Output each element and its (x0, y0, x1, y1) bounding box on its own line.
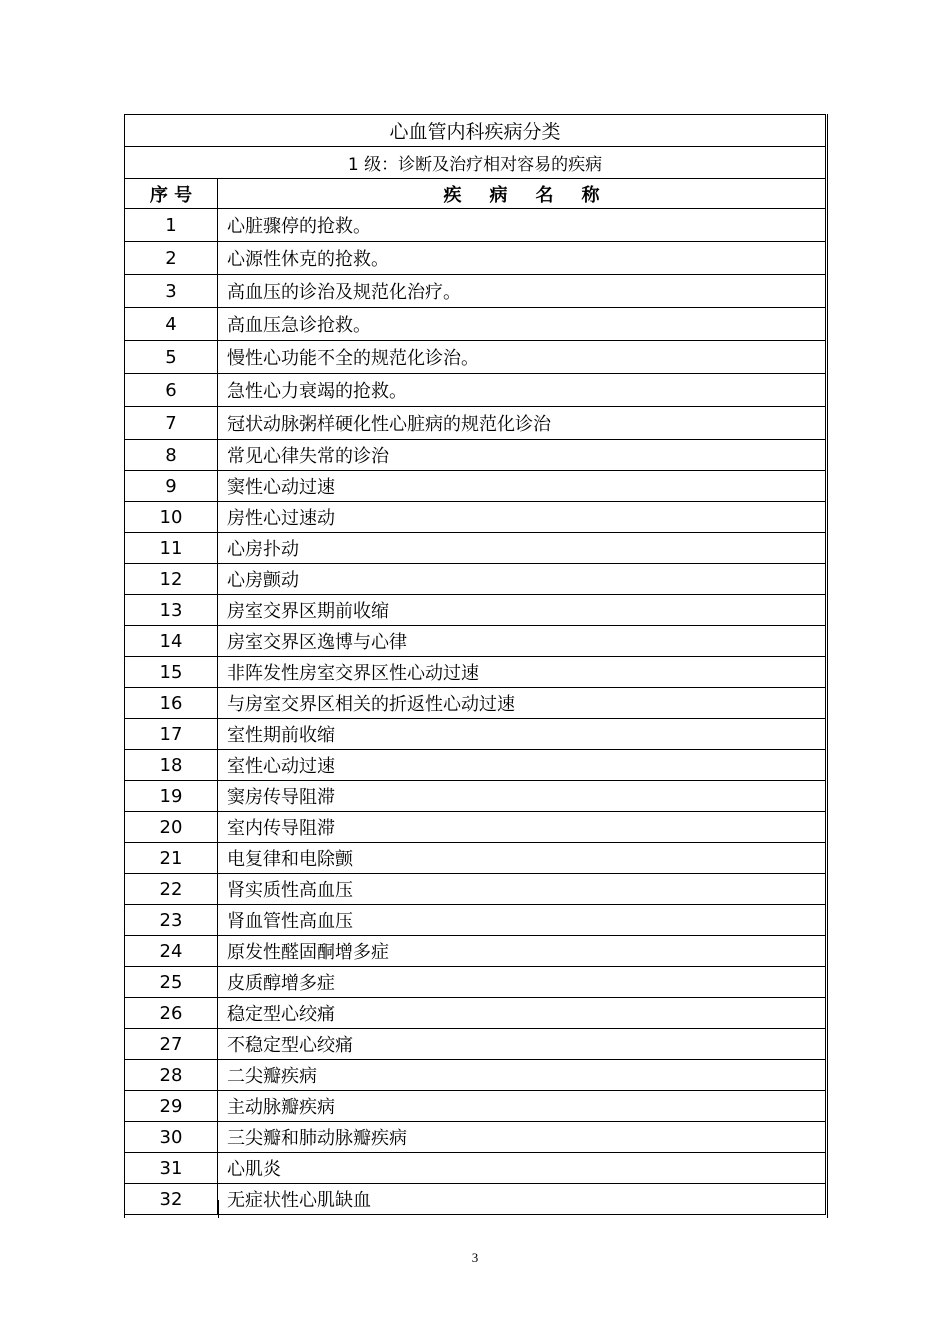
disease-name: 与房室交界区相关的折返性心动过速 (218, 688, 827, 719)
disease-name: 窦房传导阻滞 (218, 781, 827, 812)
disease-name: 主动脉瓣疾病 (218, 1091, 827, 1122)
table-continuation (124, 1200, 828, 1218)
row-number: 6 (125, 374, 218, 407)
disease-name: 室内传导阻滞 (218, 812, 827, 843)
row-number: 23 (125, 905, 218, 936)
disease-name: 慢性心功能不全的规范化诊治。 (218, 341, 827, 374)
disease-name: 窦性心动过速 (218, 471, 827, 502)
disease-name: 无症状性心肌缺血 (218, 1184, 827, 1215)
row-number: 22 (125, 874, 218, 905)
disease-name: 肾实质性高血压 (218, 874, 827, 905)
disease-name: 非阵发性房室交界区性心动过速 (218, 657, 827, 688)
table-row (125, 1122, 827, 1153)
table-title: 心血管内科疾病分类 (125, 115, 827, 147)
row-number: 4 (125, 308, 218, 341)
disease-name: 肾血管性高血压 (218, 905, 827, 936)
table-row (125, 564, 827, 595)
row-number: 29 (125, 1091, 218, 1122)
table-row (125, 657, 827, 688)
disease-name: 高血压急诊抢救。 (218, 308, 827, 341)
table-row (125, 936, 827, 967)
table-row (125, 626, 827, 657)
table-row (125, 1060, 827, 1091)
table-row (125, 1091, 827, 1122)
disease-name: 三尖瓣和肺动脉瓣疾病 (218, 1122, 827, 1153)
disease-name: 原发性醛固酮增多症 (218, 936, 827, 967)
level-heading: 1 级：诊断及治疗相对容易的疾病 (125, 147, 827, 179)
disease-table (124, 114, 828, 1215)
row-number: 32 (125, 1184, 218, 1215)
row-number: 10 (125, 502, 218, 533)
row-number: 11 (125, 533, 218, 564)
table-row (125, 781, 827, 812)
disease-name: 室性期前收缩 (218, 719, 827, 750)
row-number: 18 (125, 750, 218, 781)
table-row (125, 407, 827, 440)
table-row (125, 874, 827, 905)
disease-name: 心房颤动 (218, 564, 827, 595)
row-number: 28 (125, 1060, 218, 1091)
disease-name: 心源性休克的抢救。 (218, 242, 827, 275)
row-number: 30 (125, 1122, 218, 1153)
table-row (125, 688, 827, 719)
table-row (125, 275, 827, 308)
page-number: 3 (471, 1250, 479, 1265)
disease-name: 房性心过速动 (218, 502, 827, 533)
row-number: 2 (125, 242, 218, 275)
disease-name: 稳定型心绞痛 (218, 998, 827, 1029)
row-number: 19 (125, 781, 218, 812)
row-number: 8 (125, 440, 218, 471)
table-row (125, 374, 827, 407)
row-number: 21 (125, 843, 218, 874)
row-number: 16 (125, 688, 218, 719)
disease-name: 冠状动脉粥样硬化性心脏病的规范化诊治 (218, 407, 827, 440)
column-header-name: 疾病名称 (218, 179, 827, 209)
row-number: 31 (125, 1153, 218, 1184)
table-row (125, 595, 827, 626)
row-number: 25 (125, 967, 218, 998)
disease-name: 二尖瓣疾病 (218, 1060, 827, 1091)
table-row (125, 209, 827, 242)
disease-name: 高血压的诊治及规范化治疗。 (218, 275, 827, 308)
row-number: 5 (125, 341, 218, 374)
table-row (125, 308, 827, 341)
table-row (125, 1153, 827, 1184)
table-row (125, 812, 827, 843)
row-number: 1 (125, 209, 218, 242)
disease-name: 心肌炎 (218, 1153, 827, 1184)
disease-name: 不稳定型心绞痛 (218, 1029, 827, 1060)
table-row (125, 905, 827, 936)
disease-name: 常见心律失常的诊治 (218, 440, 827, 471)
row-number: 7 (125, 407, 218, 440)
disease-name: 心房扑动 (218, 533, 827, 564)
row-number: 3 (125, 275, 218, 308)
row-number: 20 (125, 812, 218, 843)
disease-name: 房室交界区逸博与心律 (218, 626, 827, 657)
table-row (125, 502, 827, 533)
table-row (125, 440, 827, 471)
table-row (125, 533, 827, 564)
table-row (125, 1029, 827, 1060)
column-header-number: 序 号 (125, 179, 218, 209)
disease-name: 房室交界区期前收缩 (218, 595, 827, 626)
table-row (125, 471, 827, 502)
table-row (125, 843, 827, 874)
row-number: 14 (125, 626, 218, 657)
disease-name: 急性心力衰竭的抢救。 (218, 374, 827, 407)
column-divider (218, 1200, 219, 1218)
row-number: 13 (125, 595, 218, 626)
table-row (125, 242, 827, 275)
table-row (125, 341, 827, 374)
table-row (125, 750, 827, 781)
disease-name: 皮质醇增多症 (218, 967, 827, 998)
disease-name: 心脏骤停的抢救。 (218, 209, 827, 242)
row-number: 15 (125, 657, 218, 688)
row-number: 17 (125, 719, 218, 750)
table-row (125, 998, 827, 1029)
row-number: 26 (125, 998, 218, 1029)
row-number: 24 (125, 936, 218, 967)
disease-name: 室性心动过速 (218, 750, 827, 781)
disease-name: 电复律和电除颤 (218, 843, 827, 874)
table-row (125, 719, 827, 750)
table-row (125, 967, 827, 998)
row-number: 9 (125, 471, 218, 502)
row-number: 12 (125, 564, 218, 595)
row-number: 27 (125, 1029, 218, 1060)
